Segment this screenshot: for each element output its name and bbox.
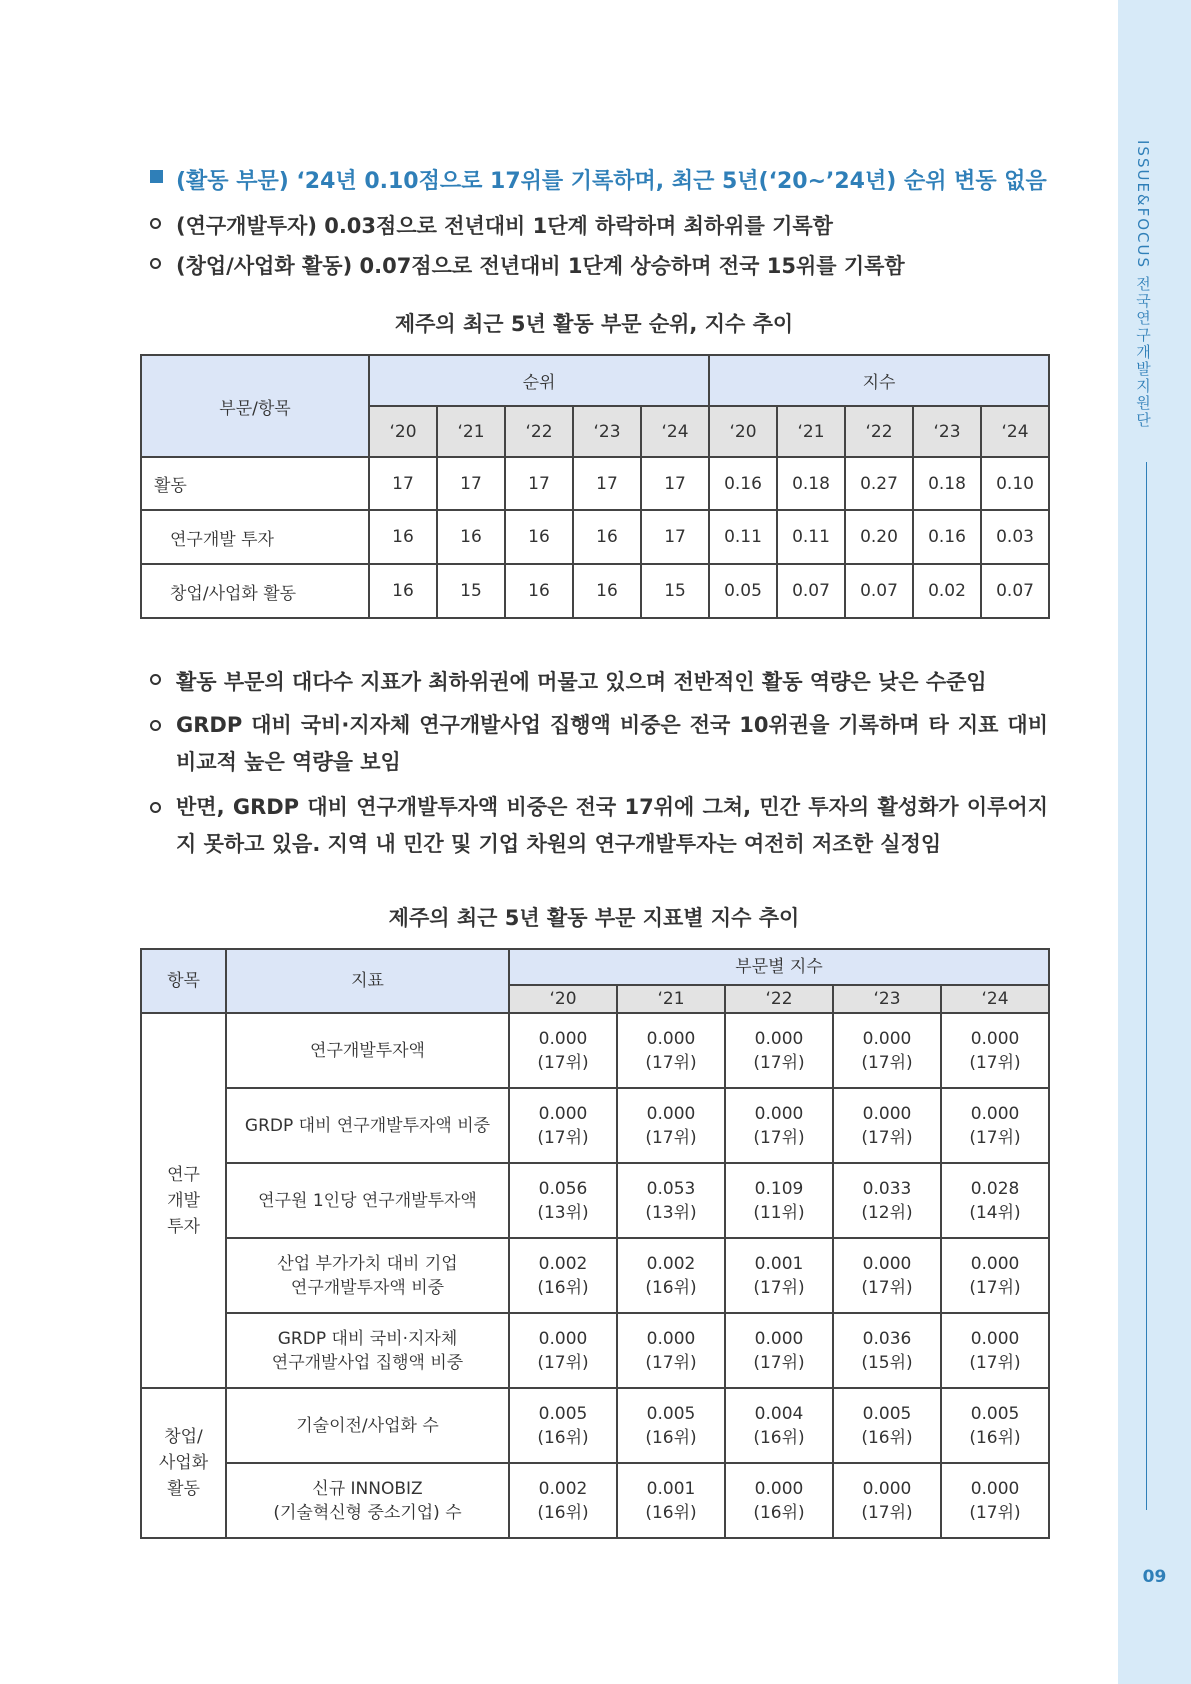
circle-bullet-icon	[150, 674, 161, 685]
index-cell	[725, 1463, 833, 1538]
table2-caption: 제주의 최근 5년 활동 부문 지표별 지수 추이	[388, 906, 800, 930]
col-header-item: 항목	[141, 949, 226, 1013]
group-header-index: 지수	[709, 355, 1049, 406]
year-header: ‘23	[573, 406, 641, 457]
rank-value: (17위)	[969, 1127, 1021, 1148]
bullet-text: 활동 부문의 대다수 지표가 최하위권에 머물고 있으며 전반적인 활동 역량은 낮은 수준임	[176, 670, 987, 694]
index-cell	[941, 1013, 1049, 1088]
rank-value: (12위)	[861, 1202, 913, 1223]
index-cell	[941, 1388, 1049, 1463]
index-cell	[725, 1388, 833, 1463]
rank-value: (17위)	[969, 1502, 1021, 1523]
rank-cell: 17	[641, 510, 709, 564]
index-cell	[617, 1238, 725, 1313]
index-cell	[941, 1163, 1049, 1238]
index-cell	[509, 1463, 617, 1538]
index-value: 0.036	[862, 1328, 912, 1349]
table-row	[141, 564, 1049, 618]
index-value: 0.000	[970, 1328, 1020, 1349]
rank-cell: 16	[573, 510, 641, 564]
year-header: ‘23	[833, 985, 941, 1013]
index-value: 0.001	[754, 1253, 804, 1274]
rank-cell: 16	[505, 564, 573, 618]
index-cell: 0.11	[777, 510, 845, 564]
table-row	[141, 457, 1049, 510]
index-cell	[509, 1388, 617, 1463]
index-cell	[617, 1313, 725, 1388]
year-header: ‘21	[617, 985, 725, 1013]
index-value: 0.000	[646, 1028, 696, 1049]
index-value: 0.000	[754, 1028, 804, 1049]
bullet-text: (연구개발투자) 0.03점으로 전년대비 1단계 하락하며 최하위를 기록함	[176, 214, 833, 238]
index-cell	[617, 1163, 725, 1238]
index-value: 0.000	[646, 1328, 696, 1349]
rank-value: (16위)	[537, 1427, 589, 1448]
table1-caption: 제주의 최근 5년 활동 부문 순위, 지수 추이	[394, 312, 794, 336]
index-value: 0.005	[538, 1403, 588, 1424]
index-cell	[617, 1463, 725, 1538]
side-title: ISSUE&FOCUS 전국연구개발지원단	[1134, 140, 1152, 429]
index-cell	[941, 1313, 1049, 1388]
index-cell	[725, 1313, 833, 1388]
index-value: 0.005	[646, 1403, 696, 1424]
table-row	[141, 1088, 1049, 1163]
rank-value: (17위)	[645, 1127, 697, 1148]
rank-value: (13위)	[645, 1202, 697, 1223]
index-cell	[617, 1388, 725, 1463]
index-cell: 0.18	[777, 457, 845, 510]
rank-cell: 17	[437, 457, 505, 510]
rank-value: (16위)	[645, 1427, 697, 1448]
rank-value: (17위)	[969, 1052, 1021, 1073]
rank-value: (11위)	[753, 1202, 805, 1223]
rank-value: (17위)	[537, 1352, 589, 1373]
index-cell: 0.07	[981, 564, 1049, 618]
section-heading: (활동 부문) ‘24년 0.10점으로 17위를 기록하며, 최근 5년(‘20~’24년) 순위 변동 없음	[176, 169, 1047, 194]
rank-value: (16위)	[753, 1427, 805, 1448]
index-value: 0.000	[862, 1103, 912, 1124]
index-value: 0.000	[970, 1028, 1020, 1049]
rank-value: (16위)	[537, 1277, 589, 1298]
table-row	[141, 1388, 1049, 1463]
rank-cell: 17	[573, 457, 641, 510]
index-cell: 0.03	[981, 510, 1049, 564]
rank-value: (17위)	[969, 1352, 1021, 1373]
rank-value: (17위)	[861, 1502, 913, 1523]
index-cell	[509, 1013, 617, 1088]
index-cell	[941, 1088, 1049, 1163]
row-label: 창업/사업화 활동	[141, 564, 369, 618]
group-label: 연구 개발 투자	[141, 1013, 226, 1388]
index-value: 0.056	[538, 1178, 588, 1199]
index-cell	[509, 1238, 617, 1313]
rank-value: (16위)	[753, 1502, 805, 1523]
year-header: ‘24	[641, 406, 709, 457]
index-value: 0.000	[970, 1478, 1020, 1499]
rank-value: (16위)	[861, 1427, 913, 1448]
rank-value: (17위)	[753, 1127, 805, 1148]
rank-value: (17위)	[861, 1127, 913, 1148]
rank-value: (14위)	[969, 1202, 1021, 1223]
row-label: 활동	[141, 457, 369, 510]
index-cell: 0.11	[709, 510, 777, 564]
index-value: 0.000	[646, 1103, 696, 1124]
index-cell	[617, 1013, 725, 1088]
index-cell	[941, 1238, 1049, 1313]
year-header: ‘22	[845, 406, 913, 457]
index-value: 0.000	[970, 1253, 1020, 1274]
index-cell	[833, 1313, 941, 1388]
index-value: 0.000	[754, 1103, 804, 1124]
table-row	[141, 510, 1049, 564]
index-cell: 0.18	[913, 457, 981, 510]
rank-cell: 16	[573, 564, 641, 618]
index-value: 0.002	[538, 1253, 588, 1274]
square-bullet-icon	[150, 170, 163, 183]
index-cell	[833, 1163, 941, 1238]
row-label: 연구개발 투자	[141, 510, 369, 564]
index-cell: 0.27	[845, 457, 913, 510]
index-value: 0.000	[970, 1103, 1020, 1124]
index-cell: 0.07	[777, 564, 845, 618]
index-value: 0.001	[646, 1478, 696, 1499]
table-row	[141, 1163, 1049, 1238]
year-header: ‘21	[437, 406, 505, 457]
bullet-text: (창업/사업화 활동) 0.07점으로 전년대비 1단계 상승하며 전국 15위를 기록함	[176, 254, 905, 278]
year-header: ‘23	[913, 406, 981, 457]
index-cell	[833, 1238, 941, 1313]
index-cell	[941, 1463, 1049, 1538]
index-value: 0.002	[646, 1253, 696, 1274]
index-value: 0.000	[862, 1028, 912, 1049]
rank-cell: 16	[369, 510, 437, 564]
indicator-label: 연구원 1인당 연구개발투자액	[226, 1163, 509, 1238]
rank-value: (13위)	[537, 1202, 589, 1223]
rank-value: (16위)	[645, 1277, 697, 1298]
year-header: ‘21	[777, 406, 845, 457]
circle-bullet-icon	[150, 720, 161, 731]
group-header-sector-index: 부문별 지수	[509, 949, 1049, 985]
index-cell	[725, 1238, 833, 1313]
index-cell: 0.16	[913, 510, 981, 564]
rank-value: (17위)	[753, 1277, 805, 1298]
rank-value: (15위)	[861, 1352, 913, 1373]
side-divider	[1146, 462, 1147, 1510]
index-cell: 0.02	[913, 564, 981, 618]
year-header: ‘24	[981, 406, 1049, 457]
index-value: 0.033	[862, 1178, 912, 1199]
index-cell	[833, 1088, 941, 1163]
table-row	[141, 1313, 1049, 1388]
rank-value: (17위)	[861, 1277, 913, 1298]
indicator-index-table	[140, 948, 1050, 1539]
rank-value: (16위)	[537, 1502, 589, 1523]
col-header-category: 부문/항목	[141, 355, 369, 457]
index-value: 0.028	[970, 1178, 1020, 1199]
index-cell	[725, 1013, 833, 1088]
rank-index-table	[140, 354, 1050, 619]
index-cell	[509, 1088, 617, 1163]
table-row	[141, 1013, 1049, 1088]
rank-value: (16위)	[969, 1427, 1021, 1448]
index-value: 0.005	[970, 1403, 1020, 1424]
rank-value: (17위)	[753, 1352, 805, 1373]
bullet-text: 반면, GRDP 대비 연구개발투자액 비중은 전국 17위에 그쳐, 민간 투자의 활성화가 이루어지지 못하고 있음. 지역 내 민간 및 기업 차원의 연구개발투자는 여전히 저조한 실정임	[176, 795, 1048, 856]
circle-bullet-icon	[150, 802, 161, 813]
year-header: ‘22	[725, 985, 833, 1013]
indicator-label: 산업 부가가치 대비 기업 연구개발투자액 비중	[226, 1238, 509, 1313]
rank-value: (17위)	[969, 1277, 1021, 1298]
index-cell: 0.20	[845, 510, 913, 564]
year-header: ‘22	[505, 406, 573, 457]
index-value: 0.000	[538, 1028, 588, 1049]
index-value: 0.109	[754, 1178, 804, 1199]
rank-cell: 16	[437, 510, 505, 564]
year-header: ‘24	[941, 985, 1049, 1013]
rank-value: (17위)	[753, 1052, 805, 1073]
index-value: 0.000	[754, 1328, 804, 1349]
rank-cell: 15	[437, 564, 505, 618]
year-header: ‘20	[509, 985, 617, 1013]
rank-value: (17위)	[861, 1052, 913, 1073]
index-cell	[833, 1463, 941, 1538]
table-row	[141, 1238, 1049, 1313]
index-cell	[725, 1088, 833, 1163]
rank-cell: 16	[505, 510, 573, 564]
index-value: 0.004	[754, 1403, 804, 1424]
rank-cell: 17	[641, 457, 709, 510]
col-header-indicator: 지표	[226, 949, 509, 1013]
side-banner	[1118, 0, 1191, 1684]
rank-cell: 17	[505, 457, 573, 510]
index-value: 0.000	[862, 1478, 912, 1499]
index-value: 0.053	[646, 1178, 696, 1199]
index-value: 0.005	[862, 1403, 912, 1424]
indicator-label: 신규 INNOBIZ (기술혁신형 중소기업) 수	[226, 1463, 509, 1538]
rank-value: (17위)	[537, 1127, 589, 1148]
table-row	[141, 1463, 1049, 1538]
rank-cell: 15	[641, 564, 709, 618]
index-cell: 0.05	[709, 564, 777, 618]
index-cell: 0.10	[981, 457, 1049, 510]
index-cell	[833, 1013, 941, 1088]
rank-value: (17위)	[645, 1352, 697, 1373]
circle-bullet-icon	[150, 258, 161, 269]
group-header-rank: 순위	[369, 355, 709, 406]
indicator-label: GRDP 대비 국비·지자체 연구개발사업 집행액 비중	[226, 1313, 509, 1388]
index-cell: 0.07	[845, 564, 913, 618]
year-header: ‘20	[369, 406, 437, 457]
index-cell	[833, 1388, 941, 1463]
index-value: 0.002	[538, 1478, 588, 1499]
year-header: ‘20	[709, 406, 777, 457]
index-cell	[617, 1088, 725, 1163]
index-value: 0.000	[862, 1253, 912, 1274]
rank-cell: 16	[369, 564, 437, 618]
rank-value: (16위)	[645, 1502, 697, 1523]
page-number: 09	[1142, 1567, 1167, 1587]
index-cell	[509, 1163, 617, 1238]
group-label: 창업/ 사업화 활동	[141, 1388, 226, 1538]
index-cell: 0.16	[709, 457, 777, 510]
indicator-label: GRDP 대비 연구개발투자액 비중	[226, 1088, 509, 1163]
indicator-label: 기술이전/사업화 수	[226, 1388, 509, 1463]
bullet-text: GRDP 대비 국비·지자체 연구개발사업 집행액 비중은 전국 10위권을 기록하며 타 지표 대비 비교적 높은 역량을 보임	[176, 713, 1048, 774]
rank-cell: 17	[369, 457, 437, 510]
index-value: 0.000	[754, 1478, 804, 1499]
rank-value: (17위)	[537, 1052, 589, 1073]
indicator-label: 연구개발투자액	[226, 1013, 509, 1088]
index-value: 0.000	[538, 1328, 588, 1349]
index-value: 0.000	[538, 1103, 588, 1124]
index-cell	[509, 1313, 617, 1388]
circle-bullet-icon	[150, 218, 161, 229]
rank-value: (17위)	[645, 1052, 697, 1073]
index-cell	[725, 1163, 833, 1238]
